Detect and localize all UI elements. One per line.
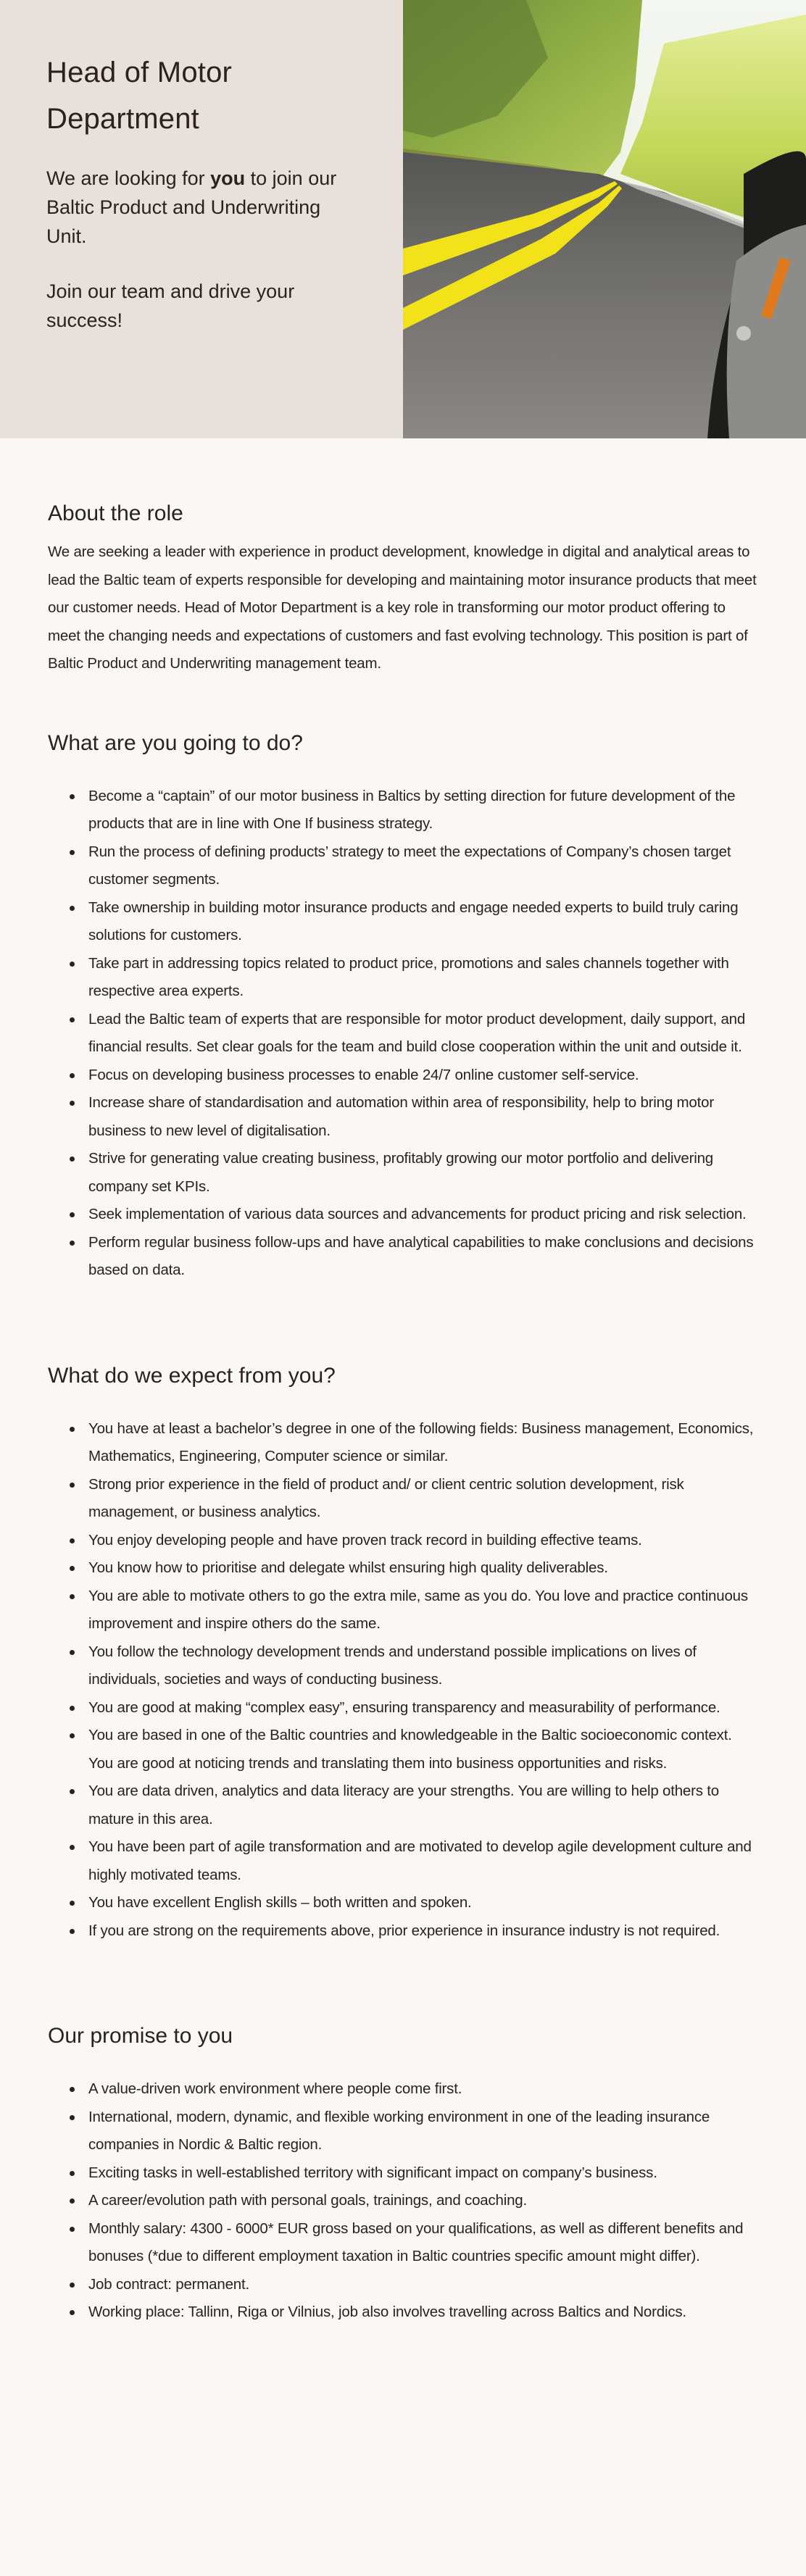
job-description [0, 438, 806, 2356]
hero-lead-emphasis: you [210, 167, 246, 189]
promise-list [48, 2075, 758, 2327]
list-item: Lead the Baltic team of experts that are responsible for motor product development, daily support, and financial results. Set clear goals for the team and build close cooperation within the unit and outside it. [80, 1006, 758, 1062]
page-title: Head of Motor Department [46, 57, 233, 135]
list-item: International, modern, dynamic, and flexible working environment in one of the leading insurance companies in Nordic & Baltic region. [80, 2104, 758, 2159]
list-item: Working place: Tallinn, Riga or Vilnius, job also involves travelling across Baltics and Nordics. [80, 2298, 758, 2327]
list-item: You know how to prioritise and delegate whilst ensuring high quality deliverables. [80, 1554, 758, 1583]
list-item: Exciting tasks in well-established territory with significant impact on company’s business. [80, 2159, 758, 2188]
list-item: If you are strong on the requirements above, prior experience in insurance industry is not required. [80, 1917, 758, 1946]
about-role-paragraph: We are seeking a leader with experience in product development, knowledge in digital and analytical areas to lead the Baltic team of experts responsible for developing and maintaining motor insurance products that meet our customer needs. Head of Motor Department is a key role in transforming our motor product offering to meet the changing needs and expectations of customers and fast evolving technology. This position is part of Baltic Product and Underwriting management team. [48, 543, 757, 672]
list-item: You are data driven, analytics and data literacy are your strengths. You are willing to help others to mature in this area. [80, 1777, 758, 1833]
section-heading: What do we expect from you? [48, 1363, 336, 1388]
list-item: Focus on developing business processes to enable 24/7 online customer self-service. [80, 1062, 758, 1090]
list-item: Strive for generating value creating business, profitably growing our motor portfolio and delivering company set KPIs. [80, 1145, 758, 1201]
section-heading: What are you going to do? [48, 730, 303, 755]
list-item: Job contract: permanent. [80, 2271, 758, 2299]
list-item: You are good at making “complex easy”, ensuring transparency and measurability of performance. [80, 1694, 758, 1722]
list-item: A career/evolution path with personal goals, trainings, and coaching. [80, 2187, 758, 2215]
list-item: You are based in one of the Baltic countries and knowledgeable in the Baltic socioeconomic context. You are good at noticing trends and translating them into business opportunities and risks. [80, 1722, 758, 1777]
list-item: You have been part of agile transformation and are motivated to develop agile development culture and highly motivated teams. [80, 1833, 758, 1889]
section-about-role [48, 438, 758, 678]
hero-lead [46, 164, 358, 251]
list-item: Strong prior experience in the field of product and/ or client centric solution development, risk management, or business analytics. [80, 1471, 758, 1527]
list-item: Become a “captain” of our motor business in Baltics by setting direction for future development of the products that are in line with One If business strategy. [80, 783, 758, 838]
list-item: You have at least a bachelor’s degree in one of the following fields: Business management, Economics, Mathematics, Engineering, Computer science or similar. [80, 1415, 758, 1471]
hero-banner [0, 0, 806, 438]
expectations-list [48, 1415, 758, 1946]
list-item: Seek implementation of various data sources and advancements for product pricing and risk selection. [80, 1201, 758, 1229]
section-promise [48, 1945, 758, 2327]
section-heading: Our promise to you [48, 2024, 233, 2048]
section-responsibilities [48, 678, 758, 1285]
section-heading: About the role [48, 501, 183, 525]
road-photo-illustration [403, 0, 806, 438]
list-item: You follow the technology development trends and understand possible implications on lives of individuals, societies and ways of conducting business. [80, 1638, 758, 1694]
list-item: Take part in addressing topics related to product price, promotions and sales channels together with respective area experts. [80, 950, 758, 1006]
list-item: Run the process of defining products’ strategy to meet the expectations of Company’s chosen target customer segments. [80, 838, 758, 894]
hero-photo-motorcycle-road [403, 0, 806, 438]
list-item: You have excellent English skills – both written and spoken. [80, 1889, 758, 1917]
section-expectations [48, 1285, 758, 1946]
hero-text-panel [0, 0, 403, 438]
list-item: Take ownership in building motor insurance products and engage needed experts to build truly caring solutions for customers. [80, 894, 758, 950]
responsibilities-list [48, 783, 758, 1285]
list-item: Increase share of standardisation and automation within area of responsibility, help to bring motor business to new level of digitalisation. [80, 1089, 758, 1145]
hero-lead-text: We are looking for [46, 167, 211, 189]
list-item: Monthly salary: 4300 - 6000* EUR gross based on your qualifications, as well as different benefits and bonuses (*due to different employment taxation in Baltic countries specific amount might differ). [80, 2215, 758, 2271]
hero-lead-text: to join our Baltic Product and Underwriting Unit. [46, 167, 337, 247]
list-item: You are able to motivate others to go the extra mile, same as you do. You love and practice continuous improvement and inspire others do the same. [80, 1583, 758, 1638]
hero-call-to-action: Join our team and drive your success! [46, 280, 295, 331]
list-item: Perform regular business follow-ups and have analytical capabilities to make conclusions and decisions based on data. [80, 1229, 758, 1285]
list-item: You enjoy developing people and have proven track record in building effective teams. [80, 1527, 758, 1555]
list-item: A value-driven work environment where people come first. [80, 2075, 758, 2104]
